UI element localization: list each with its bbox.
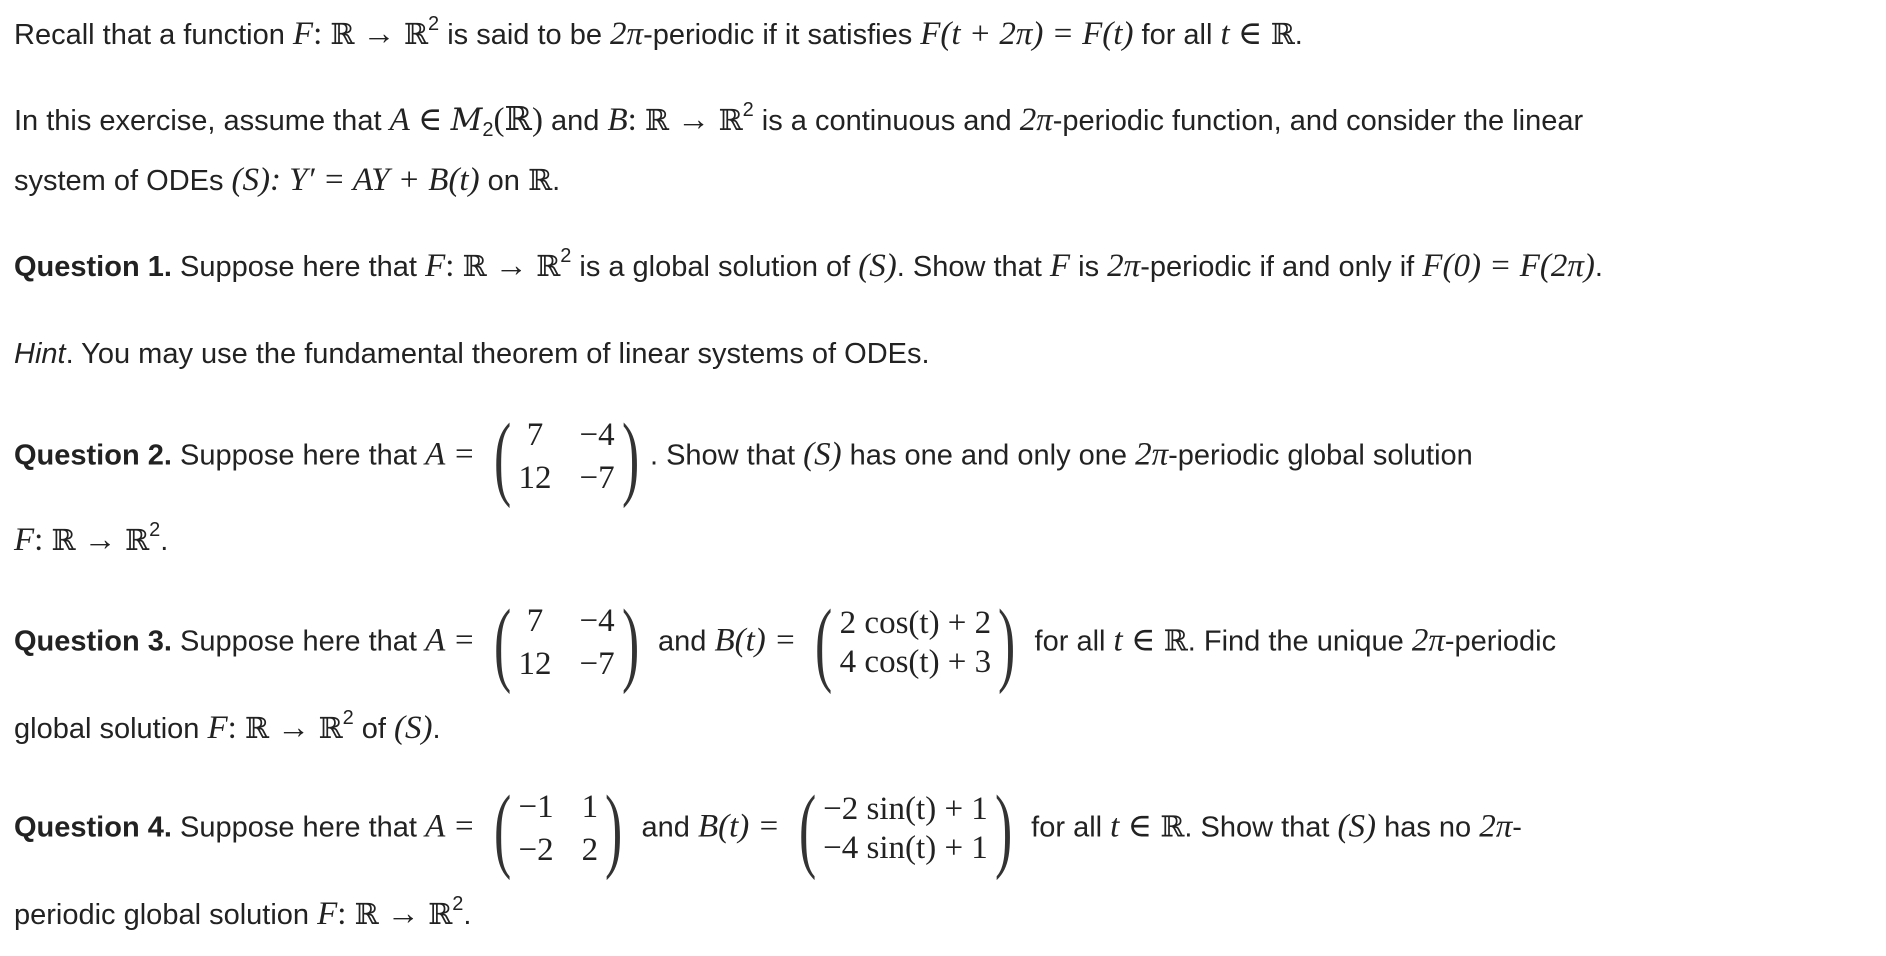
math-arrow: → — [269, 710, 319, 746]
math-R: ℝ — [1163, 623, 1188, 658]
math-2pi: 2π — [1479, 808, 1513, 845]
text: is a continuous and — [753, 105, 1020, 137]
math-A-eq: A = — [425, 808, 476, 845]
math-R: ℝ — [1160, 809, 1185, 844]
text: -periodic global solution — [1168, 439, 1473, 472]
math-periodic-eq: F(t + 2π) = F(t) — [920, 16, 1134, 52]
text: . Find the unique — [1187, 625, 1412, 658]
question-2-continued — [14, 519, 169, 558]
text: global solution — [14, 713, 208, 745]
matrix-cell: 1 — [581, 789, 599, 825]
question-label: Question 3. — [14, 625, 172, 658]
math-2pi: 2π — [1019, 102, 1053, 138]
text: . Show that — [896, 251, 1050, 283]
math-F: F — [425, 248, 446, 284]
math-B: B — [607, 102, 628, 138]
vector-cell: 4 cos(t) + 3 — [839, 644, 992, 680]
text: Recall that a function — [14, 19, 293, 51]
math-exponent: 2 — [742, 99, 754, 121]
math-M: M — [450, 102, 483, 138]
matrix-cell: 12 — [518, 460, 552, 496]
vector-B — [808, 591, 1022, 695]
math-colon: : — [313, 16, 323, 52]
text: -periodic if and only if — [1140, 251, 1423, 283]
math-F: F — [292, 16, 314, 52]
matrix-cell: 12 — [518, 646, 552, 682]
math-R: ℝ — [403, 17, 429, 51]
paragraph-definition — [14, 13, 1303, 52]
math-F: F — [14, 522, 35, 558]
left-paren: ( — [815, 591, 833, 695]
math-R: ℝ — [1270, 17, 1295, 51]
matrix-grid — [519, 419, 615, 495]
question-label: Question 1. — [14, 251, 172, 283]
text: is a global solution of — [571, 251, 859, 283]
math-t: t — [1110, 808, 1120, 845]
text: and — [649, 625, 715, 658]
paragraph-assumptions — [14, 99, 1584, 141]
matrix-A — [487, 405, 646, 509]
text: is — [1070, 251, 1108, 283]
math-arrow: → — [378, 896, 429, 932]
math-colon: : — [34, 522, 44, 558]
math-exponent: 2 — [342, 707, 354, 729]
hint — [14, 340, 930, 369]
matrix-grid — [519, 605, 615, 681]
question-3 — [14, 591, 1557, 695]
math-B-eq: B(t) = — [697, 808, 780, 845]
text: . — [160, 525, 169, 557]
left-paren: ( — [494, 777, 512, 881]
math-R: ℝ — [462, 249, 487, 283]
math-in: ∈ — [409, 102, 451, 138]
text: and — [633, 811, 698, 844]
question-label: Question 4. — [14, 811, 172, 844]
math-R: ℝ — [51, 523, 76, 557]
math-subscript: 2 — [482, 119, 494, 141]
left-paren: ( — [798, 777, 817, 881]
math-in: ∈ — [1119, 808, 1161, 845]
math-colon: : — [627, 102, 637, 138]
math-arrow: → — [668, 102, 719, 138]
math-in: ∈ — [1122, 622, 1164, 659]
math-F: F — [207, 710, 228, 746]
text: Suppose here that — [171, 251, 426, 283]
text: system of ODEs — [14, 165, 232, 197]
text: periodic global solution — [14, 899, 318, 931]
text: Suppose here that — [171, 625, 426, 658]
math-system-equation: Y′ = AY + B(t) — [289, 162, 480, 198]
math-arrow: → — [354, 16, 404, 52]
vector-B — [792, 777, 1019, 881]
math-R: ℝ — [644, 103, 669, 137]
math-exponent: 2 — [149, 519, 161, 541]
paragraph-system — [14, 164, 560, 197]
text: . — [463, 899, 472, 931]
math-A-eq: A = — [425, 622, 476, 659]
matrix-cell: −4 — [579, 417, 615, 453]
question-3-continued — [14, 707, 441, 746]
math-A: A — [389, 102, 410, 138]
text: . Show that — [649, 439, 804, 472]
text: . — [552, 165, 561, 197]
math-S: (S) — [803, 436, 842, 473]
math-exponent: 2 — [452, 893, 464, 915]
math-arrow: → — [486, 248, 537, 284]
text: -periodic — [1444, 625, 1557, 658]
math-R: ℝ — [527, 163, 553, 197]
text: . — [1294, 19, 1303, 51]
text: . Show that — [1184, 811, 1338, 844]
text: on — [479, 165, 528, 197]
math-S: (S) — [1337, 808, 1377, 845]
math-S: (S) — [394, 710, 433, 746]
math-2pi: 2π — [1107, 248, 1141, 284]
question-label: Question 2. — [14, 439, 172, 472]
vector-grid — [840, 607, 992, 679]
right-paren: ) — [605, 777, 623, 881]
math-R: ℝ — [125, 523, 150, 557]
text: is said to be — [439, 19, 611, 51]
right-paren: ) — [994, 777, 1013, 881]
text: Suppose here that — [171, 811, 426, 844]
math-S: (S) — [858, 248, 897, 284]
math-R: ℝ — [536, 249, 561, 283]
math-boundary-eq: F(0) = F(2π) — [1422, 248, 1595, 284]
matrix-cell: 2 — [581, 832, 599, 868]
math-F: F — [1049, 248, 1071, 284]
math-arrow: → — [75, 522, 126, 558]
text: -periodic function, and consider the linear — [1052, 105, 1584, 137]
text: . — [432, 713, 441, 745]
matrix-cell: 7 — [526, 603, 544, 639]
matrix-A — [487, 591, 646, 695]
math-t: t — [1113, 622, 1123, 659]
text: - — [1512, 811, 1522, 844]
matrix-cell: −7 — [579, 460, 615, 496]
matrix-grid — [519, 791, 599, 867]
math-A-eq: A = — [425, 436, 476, 473]
right-paren: ) — [998, 591, 1016, 695]
math-2pi: 2π — [1135, 436, 1169, 473]
math-R: ℝ — [428, 897, 453, 931]
matrix-cell: 7 — [526, 417, 544, 453]
matrix-A — [487, 777, 629, 881]
matrix-cell: −7 — [579, 646, 615, 682]
right-paren: ) — [621, 405, 639, 509]
math-2pi: 2π — [1411, 622, 1445, 659]
math-colon: : — [337, 896, 347, 932]
math-S: (S): — [231, 162, 282, 198]
math-exponent: 2 — [560, 245, 572, 267]
math-R: ℝ — [718, 103, 743, 137]
right-paren: ) — [621, 591, 639, 695]
text: In this exercise, assume that — [14, 105, 390, 137]
math-2pi: 2π — [610, 16, 644, 52]
text: for all — [1133, 19, 1221, 51]
math-R: ℝ — [318, 711, 343, 745]
question-1 — [14, 245, 1603, 284]
math-R: ℝ — [244, 711, 269, 745]
math-exponent: 2 — [428, 13, 440, 35]
matrix-cell: −1 — [518, 789, 554, 825]
text: for all — [1026, 625, 1114, 658]
text: . — [1594, 251, 1603, 283]
text: Suppose here that — [171, 439, 426, 472]
math-t: t — [1220, 16, 1230, 52]
question-4-continued — [14, 893, 472, 932]
vector-cell: −4 sin(t) + 1 — [823, 830, 988, 866]
text: . You may use the fundamental theorem of linear systems of ODEs. — [65, 338, 930, 370]
math-R: ℝ — [354, 897, 379, 931]
vector-cell: 2 cos(t) + 2 — [839, 605, 992, 641]
text: -periodic if it satisfies — [643, 19, 921, 51]
math-F: F — [317, 896, 338, 932]
matrix-cell: −4 — [579, 603, 615, 639]
left-paren: ( — [494, 405, 512, 509]
matrix-cell: −2 — [518, 832, 554, 868]
math-colon: : — [227, 710, 237, 746]
math-M-arg: (ℝ) — [493, 102, 543, 138]
vector-cell: −2 sin(t) + 1 — [823, 791, 988, 827]
text: of — [353, 713, 395, 745]
left-paren: ( — [494, 591, 512, 695]
math-B-eq: B(t) = — [714, 622, 797, 659]
hint-label: Hint — [14, 338, 66, 370]
text: for all — [1023, 811, 1111, 844]
question-2 — [14, 405, 1473, 509]
math-in: ∈ — [1229, 16, 1271, 52]
math-R: ℝ — [330, 17, 355, 51]
question-4 — [14, 777, 1522, 881]
math-colon: : — [445, 248, 455, 284]
text: and — [542, 105, 608, 137]
text: has no — [1376, 811, 1480, 844]
text: has one and only one — [841, 439, 1136, 472]
vector-grid — [823, 793, 988, 865]
